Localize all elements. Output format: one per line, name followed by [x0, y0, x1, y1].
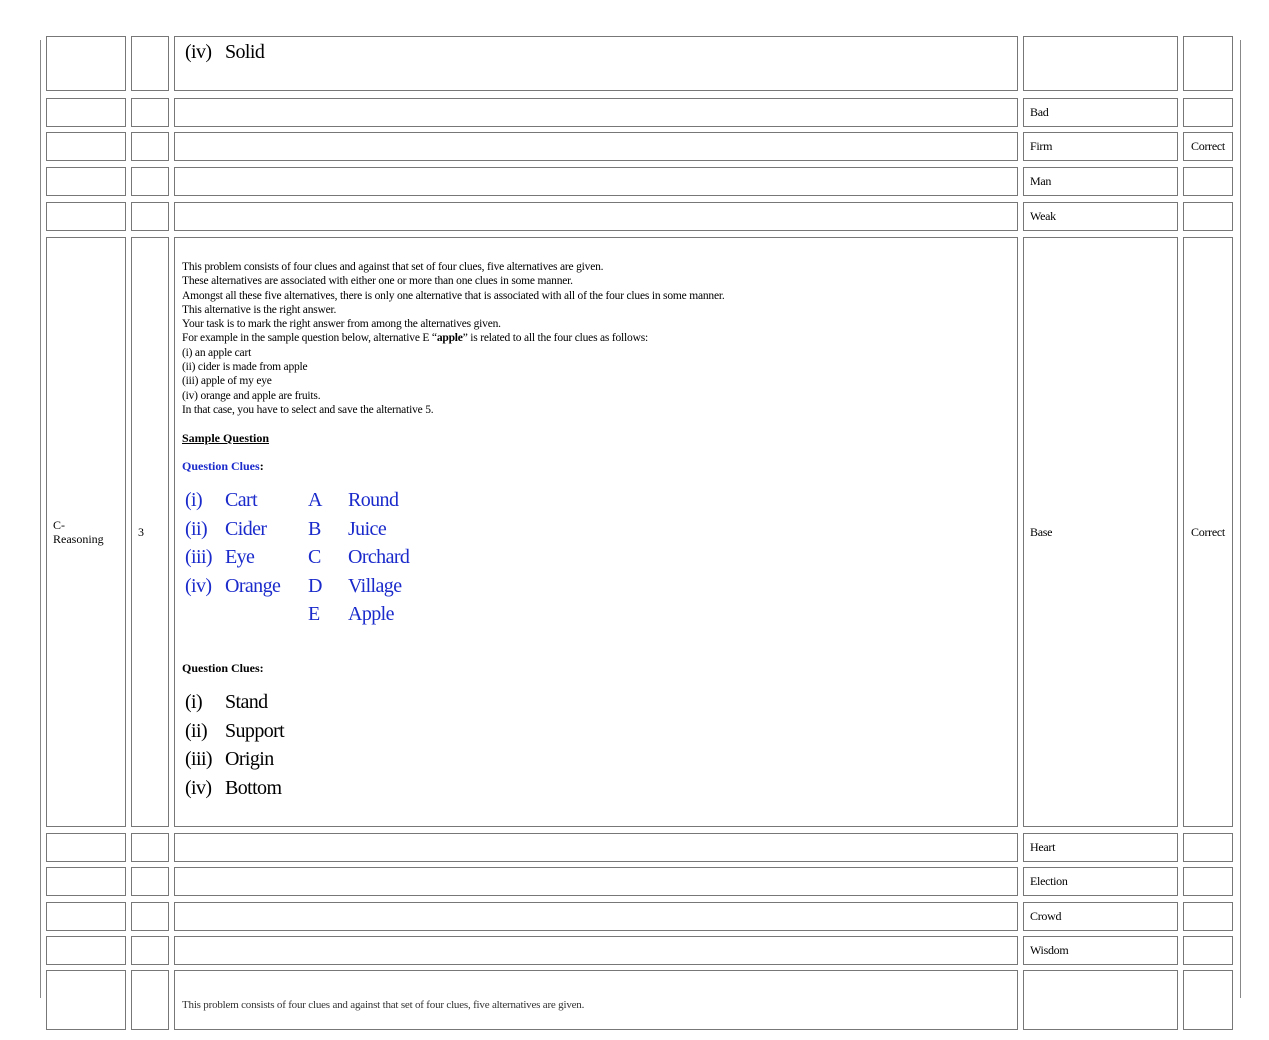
option-cell[interactable]: Bad	[1023, 98, 1178, 127]
section-cell	[46, 902, 126, 931]
question-clues-label: Question Clues:	[182, 661, 264, 675]
label-colon: :	[259, 459, 264, 473]
question-cell	[174, 833, 1018, 862]
instruction-line: These alternatives are associated with either one or more than one clues in some manner.	[182, 275, 573, 288]
clue-word: Support	[225, 720, 285, 742]
option-cell[interactable]: Base	[1023, 237, 1178, 827]
result-cell	[1183, 867, 1233, 896]
number-cell	[131, 167, 169, 196]
instruction-line: (i) an apple cart	[182, 346, 252, 359]
clue-roman: (iii)	[185, 546, 212, 568]
alt-letter: A	[308, 489, 322, 511]
instruction-line: In that case, you have to select and save the alternative 5.	[182, 403, 434, 416]
answer-sheet-table	[40, 40, 1241, 1011]
question-cell	[174, 202, 1018, 231]
result-cell: Correct	[1183, 132, 1233, 161]
section-cell	[46, 202, 126, 231]
clue-word: Eye	[225, 546, 255, 568]
result-cell	[1183, 167, 1233, 196]
question-cell	[174, 970, 1018, 1030]
alt-word: Juice	[348, 518, 387, 540]
option-cell[interactable]: Crowd	[1023, 902, 1178, 931]
section-cell	[46, 167, 126, 196]
clue-word: Cider	[225, 518, 267, 540]
option-cell[interactable]: Election	[1023, 867, 1178, 896]
sample-heading: Sample Question	[182, 431, 270, 445]
result-cell: Correct	[1183, 237, 1233, 827]
instruction-line: This problem consists of four clues and against that set of four clues, five alternatives are given.	[182, 261, 604, 273]
number-cell	[131, 902, 169, 931]
label-text: Question Clues	[182, 459, 260, 473]
option-cell[interactable]: Weak	[1023, 202, 1178, 231]
section-cell	[46, 36, 126, 91]
alt-word: Apple	[348, 603, 394, 625]
number-cell	[131, 202, 169, 231]
option-cell[interactable]: Wisdom	[1023, 936, 1178, 965]
number-cell	[131, 132, 169, 161]
clue-roman: (iv)	[185, 41, 212, 63]
clue-word: Cart	[225, 489, 258, 511]
clue-roman: (ii)	[185, 720, 208, 742]
clue-roman: (iv)	[185, 575, 212, 597]
result-cell	[1183, 36, 1233, 91]
section-cell	[46, 132, 126, 161]
clue-word: Stand	[225, 691, 268, 713]
instruction-line: (iii) apple of my eye	[182, 375, 272, 388]
question-cell	[174, 936, 1018, 965]
result-cell	[1183, 936, 1233, 965]
instruction-line: This alternative is the right answer.	[182, 303, 337, 316]
section-cell	[46, 936, 126, 965]
question-cell	[174, 867, 1018, 896]
clue-roman: (iii)	[185, 748, 212, 770]
result-cell	[1183, 833, 1233, 862]
option-cell	[1023, 970, 1178, 1030]
example-line	[182, 331, 1012, 345]
next-instruction-line: This problem consists of four clues and against that set of four clues, five alternatives are given.	[182, 999, 585, 1011]
clue-word: Origin	[225, 748, 274, 770]
question-cell	[174, 98, 1018, 127]
instruction-line: (iv) orange and apple are fruits.	[182, 389, 321, 402]
clue-word: Orange	[225, 575, 281, 597]
alt-word: Village	[348, 575, 402, 597]
instruction-line: Your task is to mark the right answer from among the alternatives given.	[182, 318, 501, 331]
number-cell	[131, 970, 169, 1030]
result-cell	[1183, 970, 1233, 1030]
section-cell	[46, 867, 126, 896]
example-text: For example in the sample question below, alternative E “	[182, 332, 437, 345]
number-cell	[131, 98, 169, 127]
alt-word: Round	[348, 489, 399, 511]
option-cell[interactable]: Man	[1023, 167, 1178, 196]
clue-word: Bottom	[225, 777, 282, 799]
clue-roman: (i)	[185, 691, 203, 713]
instruction-line: Amongst all these five alternatives, there is only one alternative that is associated with all of the four clues in some manner.	[182, 289, 725, 302]
number-cell	[131, 833, 169, 862]
alt-word: Orchard	[348, 546, 410, 568]
option-cell	[1023, 36, 1178, 91]
question-cell	[174, 36, 1018, 91]
result-cell	[1183, 98, 1233, 127]
result-cell	[1183, 202, 1233, 231]
alt-letter: B	[308, 518, 321, 540]
clue-roman: (iv)	[185, 777, 212, 799]
alt-letter: C	[308, 546, 321, 568]
clue-roman: (ii)	[185, 518, 208, 540]
section-cell: C- Reasoning	[46, 237, 126, 827]
question-cell	[174, 167, 1018, 196]
question-cell	[174, 237, 1018, 827]
number-cell	[131, 867, 169, 896]
number-cell	[131, 36, 169, 91]
section-cell	[46, 98, 126, 127]
option-cell[interactable]: Heart	[1023, 833, 1178, 862]
option-cell[interactable]: Firm	[1023, 132, 1178, 161]
clue-word: Solid	[225, 41, 265, 63]
example-bold: apple	[436, 332, 463, 345]
question-cell	[174, 902, 1018, 931]
alt-letter: E	[308, 603, 320, 625]
question-cell	[174, 132, 1018, 161]
instructions	[182, 260, 1012, 417]
sample-clues-label	[182, 459, 264, 474]
section-cell	[46, 833, 126, 862]
number-cell	[131, 936, 169, 965]
section-cell	[46, 970, 126, 1030]
alt-letter: D	[308, 575, 322, 597]
example-text: ” is related to all the four clues as follows:	[462, 332, 648, 345]
instruction-line: (ii) cider is made from apple	[182, 361, 308, 374]
question-number: 3	[131, 237, 169, 827]
result-cell	[1183, 902, 1233, 931]
clue-roman: (i)	[185, 489, 203, 511]
